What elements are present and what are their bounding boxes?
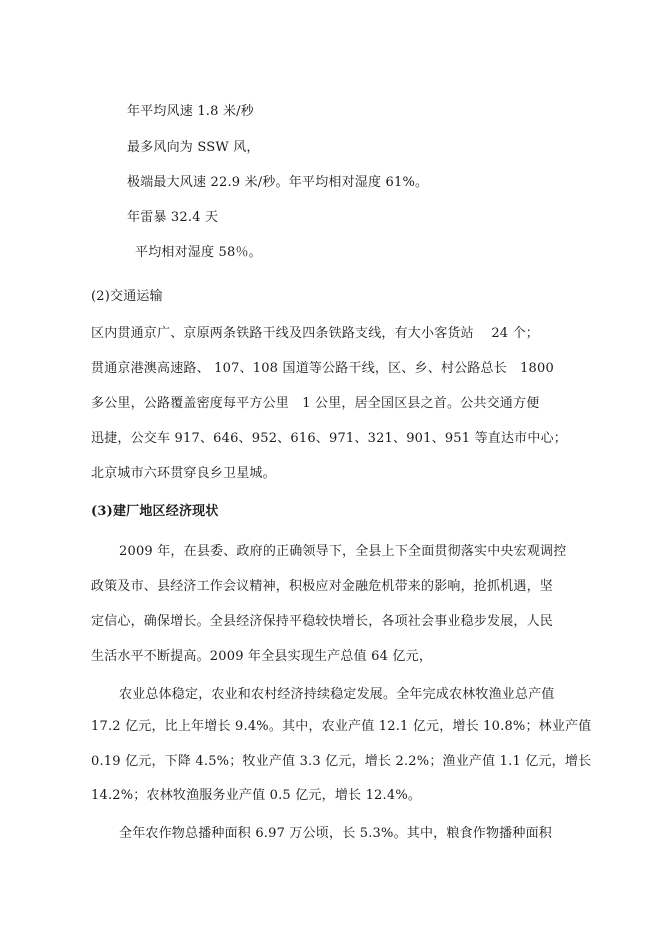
climate-wind-speed: 年平均风速 1.8 米/秒 xyxy=(127,104,254,119)
crops-paragraph-line: 全年农作物总播种面积 6.97 万公顷，长 5.3%。其中，粮食作物播种面积 xyxy=(119,826,552,841)
economy-paragraph-line: 政策及市、县经济工作会议精神，积极应对金融危机带来的影响，抢抓机遇，坚 xyxy=(91,579,554,594)
economy-paragraph-line: 定信心，确保增长。全县经济保持平稳较快增长，各项社会事业稳步发展，人民 xyxy=(91,614,554,629)
section-heading-transport: (2)交通运输 xyxy=(91,289,163,304)
transport-line: 多公里，公路覆盖密度每平方公里 1 公里，居全国区县之首。公共交通方便 xyxy=(91,396,540,411)
transport-line: 北京城市六环贯穿良乡卫星城。 xyxy=(91,466,276,481)
agriculture-paragraph-line: 17.2 亿元，比上年增长 9.4%。其中，农业产值 12.1 亿元，增长 10.8%；林业产值 xyxy=(91,719,592,734)
climate-thunderstorm: 年雷暴 32.4 天 xyxy=(127,210,219,225)
climate-humidity: 平均相对湿度 58％。 xyxy=(135,245,262,260)
agriculture-paragraph-line: 14.2%；农林牧渔服务业产值 0.5 亿元，增长 12.4%。 xyxy=(91,788,422,803)
transport-line: 迅捷，公交车 917、646、952、616、971、321、901、951 等直达市中心； xyxy=(91,431,567,446)
agriculture-paragraph-line: 农业总体稳定，农业和农村经济持续稳定发展。全年完成农林牧渔业总产值 xyxy=(119,687,555,702)
section-heading-economy: (3)建厂地区经济现状 xyxy=(91,504,219,519)
transport-line: 贯通京港澳高速路、 107、108 国道等公路干线，区、乡、村公路总长 1800 xyxy=(91,361,554,376)
agriculture-paragraph-line: 0.19 亿元，下降 4.5%；牧业产值 3.3 亿元，增长 2.2%；渔业产值 1.1 亿元，增长 xyxy=(91,754,592,769)
climate-wind-direction: 最多风向为 SSW 风， xyxy=(127,140,260,155)
climate-extreme-wind: 极端最大风速 22.9 米/秒。年平均相对湿度 61%。 xyxy=(127,175,429,190)
economy-paragraph-line: 生活水平不断提高。2009 年全县实现生产总值 64 亿元， xyxy=(91,649,433,664)
economy-paragraph-line: 2009 年，在县委、政府的正确领导下，全县上下全面贯彻落实中央宏观调控 xyxy=(119,544,567,559)
transport-line: 区内贯通京广、京原两条铁路干线及四条铁路支线，有大小客货站 24 个； xyxy=(91,326,540,341)
